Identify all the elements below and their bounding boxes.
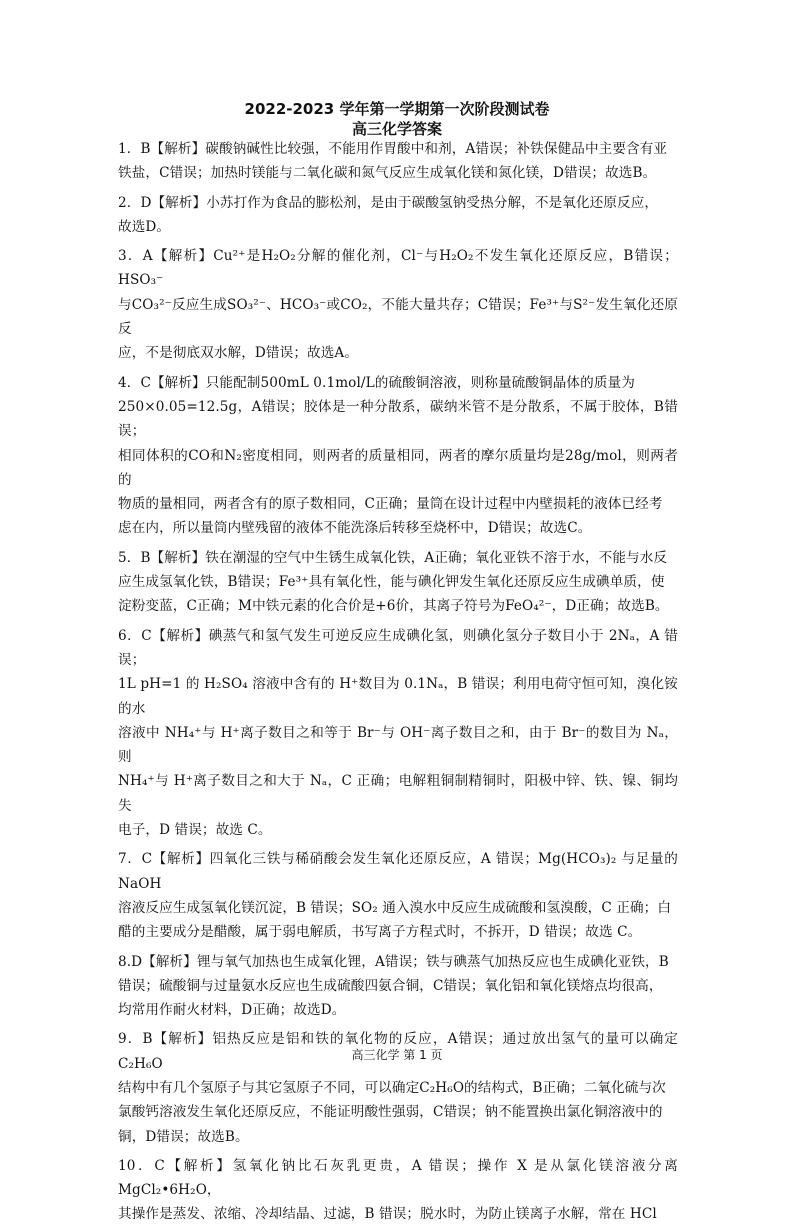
answer-line: 3．A【解析】Cu²⁺是H₂O₂分解的催化剂，Cl⁻与H₂O₂不发生氧化还原反应，B错误；HSO₃⁻: [118, 248, 678, 289]
answer-line: 错误；硫酸铜与过量氨水反应也生成硫酸四氨合铜，C错误；氧化铝和氧化镁熔点均很高，: [118, 977, 663, 994]
answer-line: 与CO₃²⁻反应生成SO₃²⁻、HCO₃⁻或CO₂，不能大量共存；C错误；Fe³⁺与S²⁻发生氧化还原反: [118, 296, 678, 338]
answer-line: 250×0.05=12.5g，A错误；胶体是一种分散系，碳纳米管不是分散系，不属于胶体，B错误；: [118, 398, 678, 440]
answer-line: 结构中有几个氢原子与其它氢原子不同，可以确定C₂H₆O的结构式，B正确；二氧化硫与次: [118, 1079, 666, 1096]
answer-line: 溶液反应生成氢氧化镁沉淀，B 错误；SO₂ 通入溴水中反应生成硫酸和氢溴酸，C 正确；白: [118, 899, 672, 916]
answer-line: 6．C【解析】碘蒸气和氢气发生可逆反应生成碘化氢，则碘化氢分子数目小于 2Nₐ，A 错误；: [118, 627, 678, 668]
answer-item-1: [118, 137, 678, 186]
answer-line: 醋的主要成分是醋酸，属于弱电解质，书写离子方程式时，不拆开，D 错误；故选 C。: [118, 924, 642, 941]
answer-line: 10．C【解析】氢氧化钠比石灰乳更贵，A 错误；操作 X 是从氯化镁溶液分离 MgCl₂•6H₂O，: [118, 1157, 678, 1199]
answer-line: 物质的量相同，两者含有的原子数相同，C正确；量筒在设计过程中内壁损耗的液体已经考: [118, 496, 663, 513]
answer-line: 溶液中 NH₄⁺与 H⁺离子数目之和等于 Br⁻与 OH⁻离子数目之和，由于 Br⁻的数目为 Nₐ，则: [118, 724, 678, 766]
answer-line: 2．D【解析】小苏打作为食品的膨松剂，是由于碳酸氢钠受热分解，不是氧化还原反应，: [118, 194, 659, 211]
answer-line: 淀粉变蓝，C正确；M中铁元素的化合价是+6价，其离子符号为FeO₄²⁻，D正确；故选B。: [118, 598, 669, 615]
exam-subtitle: 高三化学答案: [351, 120, 442, 138]
answer-item-2: [118, 191, 678, 240]
answer-line: 8.D【解析】锂与氧气加热也生成氧化锂，A错误；铁与碘蒸气加热反应也生成碘化亚铁，B: [118, 953, 669, 970]
answer-line: 1L pH=1 的 H₂SO₄ 溶液中含有的 H⁺数目为 0.1Nₐ，B 错误；利用电荷守恒可知，溴化铵的水: [118, 676, 678, 717]
answer-line: 9．B【解析】铝热反应是铝和铁的氧化物的反应，A错误；通过放出氢气的量可以确定C₂H₆O: [118, 1031, 678, 1072]
page-footer: 高三化学 第 1 页: [351, 1048, 443, 1062]
answer-line: 1．B【解析】碳酸钠碱性比较强，不能用作胃酸中和剂，A错误；补铁保健品中主要含有亚: [118, 141, 668, 157]
answer-line: 其操作是蒸发、浓缩、冷却结晶、过滤，B 错误；脱水时，为防止镁离子水解，常在 HCl: [118, 1206, 657, 1223]
answer-line: 氯酸钙溶液发生氧化还原反应，不能证明酸性强弱，C错误；钠不能置换出氯化铜溶液中的: [118, 1104, 663, 1121]
answer-line: 4．C【解析】只能配制500mL 0.1mol/L的硫酸铜溶液，则称量硫酸铜晶体的质量为: [118, 374, 635, 391]
answer-item-3: [118, 244, 678, 365]
answer-line: 虑在内，所以量筒内壁残留的液体不能洗涤后转移至烧杯中，D错误；故选C。: [118, 520, 592, 537]
answer-item-4: [118, 371, 678, 541]
answer-line: 电子，D 错误；故选 C。: [118, 822, 272, 839]
answer-item-5: [118, 546, 678, 619]
answers-body: [118, 137, 678, 1232]
answer-line: NH₄⁺与 H⁺离子数目之和大于 Nₐ，C 正确；电解粗铜制精铜时，阳极中锌、铁、镍、铜均失: [118, 773, 678, 814]
answer-line: 相同体积的CO和N₂密度相同，则两者的质量相同，两者的摩尔质量均是28g/mol，则两者的: [118, 447, 678, 488]
answer-line: 铜，D错误；故选B。: [118, 1128, 249, 1145]
answer-line: 应生成氢氧化铁，B错误；Fe³⁺具有氧化性，能与碘化钾发生氧化还原反应生成碘单质，使: [118, 574, 665, 591]
answer-item-7: [118, 847, 678, 944]
answer-line: 5．B【解析】铁在潮湿的空气中生锈生成氧化铁，A正确；氧化亚铁不溶于水，不能与水反: [118, 549, 668, 566]
answer-item-10: [118, 1154, 678, 1227]
answer-line: 均常用作耐火材料，D正确；故选D。: [118, 1002, 346, 1019]
answer-item-6: [118, 624, 678, 843]
answer-line: 7．C【解析】四氧化三铁与稀硝酸会发生氧化还原反应，A 错误；Mg(HCO₃)₂ 与足量的 NaOH: [118, 851, 678, 892]
answer-line: 故选D。: [118, 218, 171, 235]
answer-line: 应，不是彻底双水解，D错误；故选A。: [118, 345, 359, 362]
answer-line: 铁盐，C错误；加热时镁能与二氧化碳和氮气反应生成氧化镁和氮化镁，D错误；故选B。: [118, 165, 657, 182]
answer-item-8: [118, 950, 678, 1023]
exam-title: 2022-2023 学年第一学期第一次阶段测试卷: [244, 100, 550, 118]
